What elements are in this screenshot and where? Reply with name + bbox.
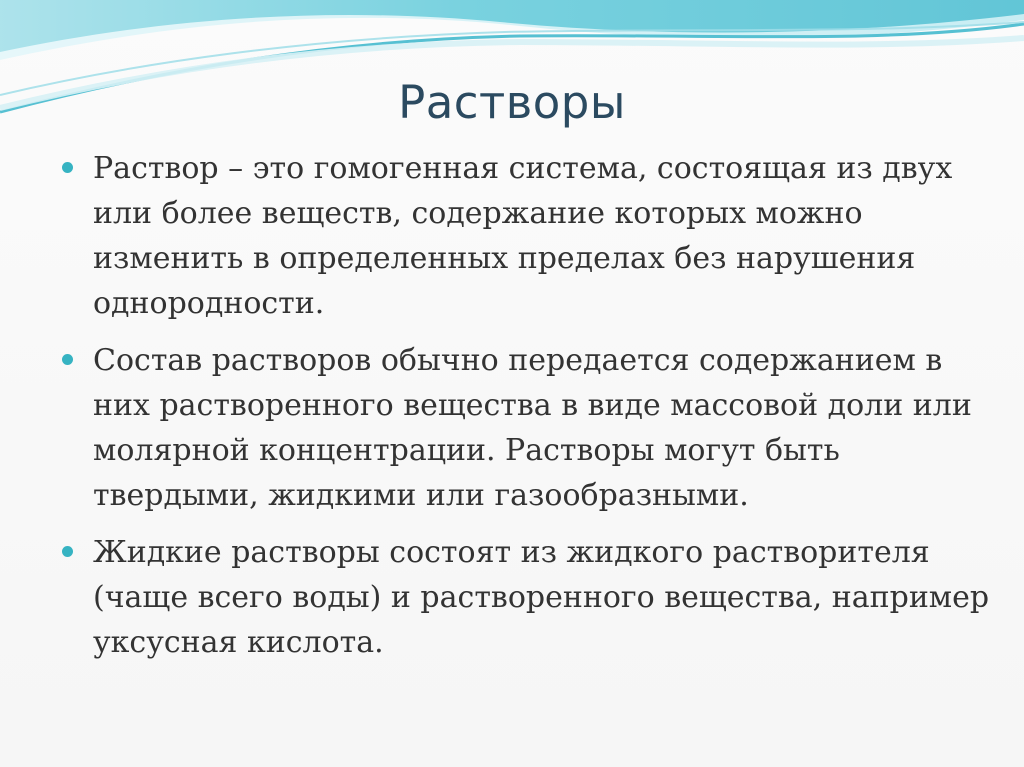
bullet-item-1 [60,146,990,326]
bullet-item-3 [60,530,990,665]
bullet-item-2 [60,338,990,518]
bullet-icon [62,162,73,173]
bullet-icon [62,354,73,365]
slide-title: Растворы [398,76,626,129]
bullet-list [60,146,990,677]
bullet-text: Состав растворов обычно передается содержанием в них растворенного вещества в виде массовой доли или молярной концентрации. Растворы могут быть твердыми, жидкими или газообразными. [93,343,972,513]
bullet-text: Раствор – это гомогенная система, состоящая из двух или более веществ, содержание которых можно изменить в определенных пределах без нарушения однородности. [93,151,953,321]
bullet-text: Жидкие растворы состоят из жидкого растворителя (чаще всего воды) и растворенного вещества, например уксусная кислота. [93,535,990,660]
bullet-icon [62,546,73,557]
